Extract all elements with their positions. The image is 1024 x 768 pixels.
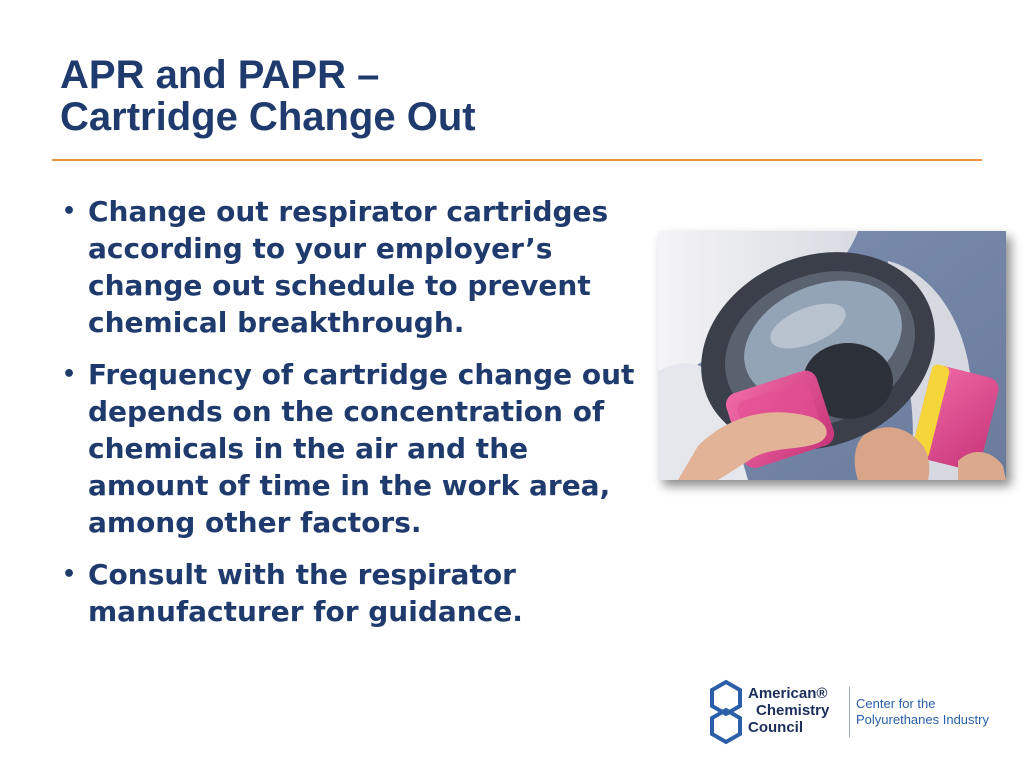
respirator-photo-illustration	[658, 231, 1006, 480]
logo-center-name	[856, 696, 989, 728]
title-line-1: APR and PAPR –	[60, 53, 380, 97]
logo-org-line-1: American®	[748, 685, 828, 702]
bullet-text: Change out respirator cartridges according to your employer’s change out schedule to prevent chemical breakthrough.	[88, 195, 609, 339]
logo-center-line-2: Polyurethanes Industry	[856, 712, 989, 727]
respirator-photo	[658, 231, 1006, 480]
bullet-item	[62, 193, 652, 341]
acc-logo	[706, 678, 1006, 748]
bullet-marker: •	[62, 199, 77, 224]
logo-org-line-3: Council	[748, 719, 803, 736]
logo-org-name	[748, 685, 829, 736]
logo-divider	[849, 687, 850, 737]
bullet-item	[62, 356, 652, 541]
bullet-text: Consult with the respirator manufacturer for guidance.	[88, 558, 523, 628]
bullet-list	[62, 193, 652, 645]
bullet-text: Frequency of cartridge change out depends on the concentration of chemicals in the air and the amount of time in the work area, among other factors.	[88, 358, 635, 539]
bullet-marker: •	[62, 562, 77, 587]
hexagon-logo-icon	[706, 678, 746, 746]
title-divider	[52, 159, 982, 161]
title-line-2: Cartridge Change Out	[60, 95, 476, 139]
logo-org-line-2: Chemistry	[756, 702, 830, 719]
slide-title	[60, 54, 476, 138]
bullet-marker: •	[62, 362, 77, 387]
bullet-item	[62, 556, 652, 630]
logo-center-line-1: Center for the	[856, 696, 936, 711]
